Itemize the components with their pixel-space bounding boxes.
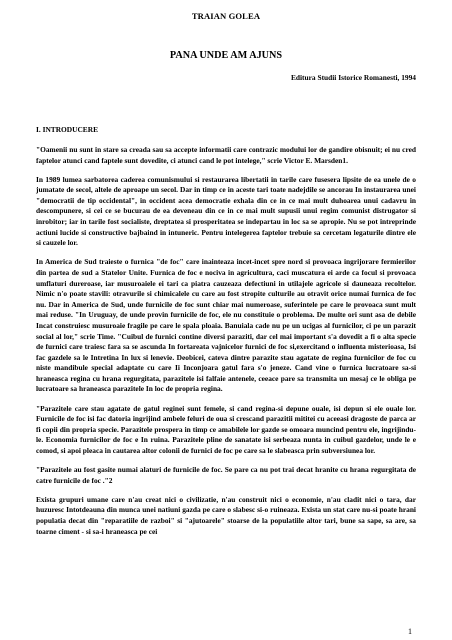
document-body [36, 145, 416, 546]
paragraph: "Parazitele au fost gasite numai alaturi de furnicile de foc. Se pare ca nu pot trai decat hranite cu hrana regurgitata de catre furnicile de foc ."2 [36, 465, 416, 485]
paragraph: In 1989 lumea sarbatorea caderea comunismului si restaurarea libertatii in tarile care fusesera lipsite de ea unele de o jumatate de secol, altele de aproape un secol. Dar in timp ce in aceste tari toate nadejdile se ancorau In instaurarea unei "democratii de tip occidental", in occident acea democratie exhala din ce in ce mai mult duhoarea unui cadavru in descompunere, si cei ce se bucurau de ea deveneau din ce in ce mai mult supusii unui regim comunist distrugator si inrobitor; iar in tarile fost socialiste, dreptatea si prosperitatea se indepartau in loc sa se apropie. Nu se pot intreprinde actiuni lucide si constructive bajbaind in intuneric. Pentru intelegerea faptelor trebuie sa cercetam legaturile dintre ele si cauzele lor. [36, 174, 416, 248]
paragraph: Exista grupuri umane care n'au creat nici o civilizatie, n'au construit nici o economie, n'au cladit nici o tara, dar huzuresc Intotdeauna din munca unei natiuni gazda pe care o slabesc si-o ruineaza. Exista un stat care nu-si poate hrani populatia decat din "reparatiile de razboi" si "ajutoarele" stoarse de la populatiile altor tari, bune sa sape, sa are, sa toarne ciment - si sa-i hraneasca pe cei [36, 494, 416, 536]
publisher-line: Editura Studii Istorice Romanesti, 1994 [290, 73, 416, 82]
paragraph: "Oamenii nu sunt in stare sa creada sau sa accepte informatii care contrazic modului lor de gandire obisnuit; ei nu cred faptelor atunci cand faptele sunt dovedite, ci atunci cand le pot intelege," scrie Victor E. Marsden1. [36, 145, 416, 165]
section-heading: I. INTRODUCERE [36, 125, 99, 134]
document-title: PANA UNDE AM AJUNS [169, 50, 283, 61]
paragraph: In America de Sud traieste o furnica "de foc" care inainteaza incet-incet spre nord si provoaca ingrijorare fermierilor din partea de sud a Statelor Unite. Furnica de foc e nociva in agricultura, caci muscatura ei arde ca focul si provoaca umflaturi dureroase, iar musuroaiele ei tari ca piatra cauzeaza defectiuni in utilajele agricole si dauneaza recoltelor. Nimic n'o poate stavili: otravurile si chimicalele cu care au fost stropite culturile au otravit orice numai furnica de foc nu. Dar in America de Sud, unde furnicile de foc sunt chiar mai numeroase, suferintele pe care le provoaca sunt mult mai reduse. "In Uruguay, de unde provin furnicile de foc, ele nu constituie o problema. De multe ori sunt asa de debile Incat construiesc musuroaie fragile pe care le spala ploaia. Banuiala cade nu pe un ucigas al furnicilor, ci pe un parazit social al lor," scrie Time. "Cuibul de furnici contine diversi paraziti, dar cel mai important s'a dovedit a fi o alta specie de furnici care traiesc fara sa se ascunda In fortareata vajnicelor furnici de foc si,exercitand o influenta misterioasa, Isi fac gazdele sa le Intretina In lux si lenevie. Deobicei, cateva dintre parazite stau agatate de regina furnicilor de foc cu niste mandibule special adaptate cu care Ii Inconjoara gatul fara s'o jeneze. Cand vine o furnica lucratoare sa-si hraneasca regina cu hrana regurgitata, parazitele isi falfaie antenele, ceeace pare sa transmita un mesaj ce le obliga pe lucratoare sa hraneasca parazitele In loc de propria regina. [36, 257, 416, 394]
author-name: TRAIAN GOLEA [191, 11, 261, 21]
paragraph: "Parazitele care stau agatate de gatul reginei sunt femele, si cand regina-si depune ouale, isi depun si ele ouale lor. Furnicile de foc isi fac datoria ingrijind ambele feluri de oua si crescand parazitii mititei cu aceeasi dragoste de parca ar fi copii din propria specie. Parazitele prospera in timp ce amabilele lor gazde se omoara muncind pentru ele, ingrijindu-le. Economia furnicilor de foc e In ruina. Parazitele pline de sanatate isi serbeaza nunta in cuibul gazdelor, unde le e comod, si apoi pleaca in cautarea altor colonii de furnici de foc pe care sa le slabeasca prin subversiunea lor. [36, 403, 416, 455]
page-number: 1 [408, 627, 412, 636]
